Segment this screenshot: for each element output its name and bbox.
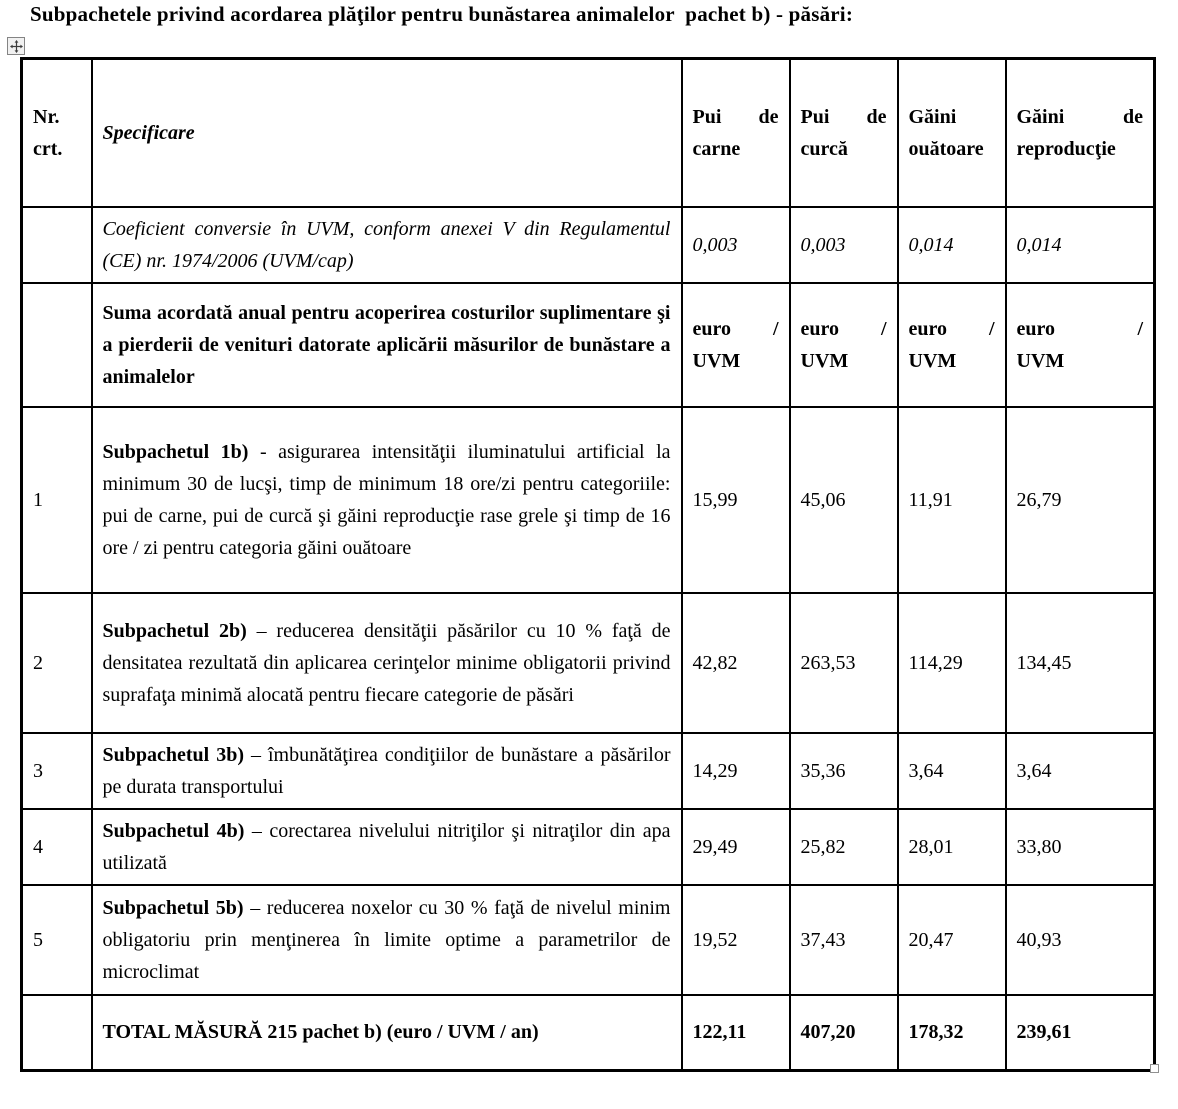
value-cell[interactable]: 28,01 <box>898 809 1006 885</box>
nr-cell[interactable] <box>22 207 92 283</box>
nr-cell[interactable]: 2 <box>22 593 92 733</box>
value-cell[interactable]: 45,06 <box>790 407 898 593</box>
table-row-subpachetul-5b <box>22 885 1155 995</box>
total-value-cell[interactable]: 407,20 <box>790 995 898 1071</box>
value-cell[interactable]: 134,45 <box>1006 593 1155 733</box>
spec-cell[interactable]: Subpachetul 1b) - asigurarea intensităţii iluminatului artificial la minimum 30 de lucşi, timp de minimum 18 ore/zi pentru categoriile: pui de carne, pui de curcă şi găini reproducţie rase grele şi timp de 16 ore / zi pentru categoria găini ouătoare <box>92 407 682 593</box>
value-cell[interactable]: 25,82 <box>790 809 898 885</box>
table-row-total <box>22 995 1155 1071</box>
value-cell[interactable]: 20,47 <box>898 885 1006 995</box>
spec-cell[interactable]: Subpachetul 3b) – îmbunătăţirea condiţiilor de bunăstare a păsărilor pe durata transportului <box>92 733 682 809</box>
nr-cell[interactable]: 4 <box>22 809 92 885</box>
value-cell-unit[interactable]: euro / UVM <box>898 283 1006 407</box>
header-row <box>22 59 1155 207</box>
move-icon <box>10 40 23 53</box>
value-cell-unit[interactable]: euro / UVM <box>1006 283 1155 407</box>
value-cell[interactable]: 14,29 <box>682 733 790 809</box>
spec-cell[interactable]: Subpachetul 2b) – reducerea densităţii păsărilor cu 10 % faţă de densitatea rezultată din aplicarea cerinţelor minime obligatorii privind suprafaţa minimă alocată pentru fiecare categorie de păsări <box>92 593 682 733</box>
col-header-pui-de-carne[interactable]: Pui de carne <box>682 59 790 207</box>
nr-cell[interactable] <box>22 283 92 407</box>
total-value-cell[interactable]: 239,61 <box>1006 995 1155 1071</box>
value-cell[interactable]: 263,53 <box>790 593 898 733</box>
value-cell[interactable]: 35,36 <box>790 733 898 809</box>
value-cell[interactable]: 11,91 <box>898 407 1006 593</box>
spec-cell[interactable]: Subpachetul 4b) – corectarea nivelului nitriţilor şi nitraţilor din apa utilizată <box>92 809 682 885</box>
col-header-gaini-ouatoare[interactable]: Găini ouătoare <box>898 59 1006 207</box>
nr-cell[interactable] <box>22 995 92 1071</box>
table-row-subpachetul-4b <box>22 809 1155 885</box>
value-cell-unit[interactable]: euro / UVM <box>682 283 790 407</box>
table-row-subpachetul-1b <box>22 407 1155 593</box>
col-header-gaini-de-reproductie[interactable]: Găini de reproducţie <box>1006 59 1155 207</box>
table-row-suma-acordata <box>22 283 1155 407</box>
table-resize-handle[interactable] <box>1150 1064 1159 1073</box>
spec-cell[interactable]: Coeficient conversie în UVM, conform anexei V din Regulamentul (CE) nr. 1974/2006 (UVM/cap) <box>92 207 682 283</box>
spec-cell[interactable]: Suma acordată anual pentru acoperirea costurilor suplimentare şi a pierderii de venituri datorate aplicării măsurilor de bunăstare a animalelor <box>92 283 682 407</box>
subpackages-payments-table <box>20 57 1156 1072</box>
nr-cell[interactable]: 5 <box>22 885 92 995</box>
table-row-coefficient <box>22 207 1155 283</box>
table-row-subpachetul-3b <box>22 733 1155 809</box>
page-title[interactable]: Subpachetele privind acordarea plăţilor pentru bunăstarea animalelor pachet b) - păsări: <box>30 2 854 26</box>
value-cell[interactable]: 0,003 <box>682 207 790 283</box>
value-cell[interactable]: 40,93 <box>1006 885 1155 995</box>
value-cell[interactable]: 37,43 <box>790 885 898 995</box>
col-header-pui-de-curca[interactable]: Pui de curcă <box>790 59 898 207</box>
value-cell[interactable]: 3,64 <box>1006 733 1155 809</box>
nr-cell[interactable]: 3 <box>22 733 92 809</box>
col-header-nr-crt[interactable]: Nr. crt. <box>22 59 92 207</box>
total-value-cell[interactable]: 122,11 <box>682 995 790 1071</box>
table-move-handle[interactable] <box>7 37 25 55</box>
nr-cell[interactable]: 1 <box>22 407 92 593</box>
col-header-specificare[interactable]: Specificare <box>92 59 682 207</box>
value-cell[interactable]: 114,29 <box>898 593 1006 733</box>
total-value-cell[interactable]: 178,32 <box>898 995 1006 1071</box>
spec-cell-total[interactable]: TOTAL MĂSURĂ 215 pachet b) (euro / UVM / an) <box>92 995 682 1071</box>
value-cell[interactable]: 0,014 <box>898 207 1006 283</box>
table-row-subpachetul-2b <box>22 593 1155 733</box>
value-cell[interactable]: 0,003 <box>790 207 898 283</box>
value-cell-unit[interactable]: euro / UVM <box>790 283 898 407</box>
value-cell[interactable]: 0,014 <box>1006 207 1155 283</box>
value-cell[interactable]: 3,64 <box>898 733 1006 809</box>
value-cell[interactable]: 15,99 <box>682 407 790 593</box>
value-cell[interactable]: 29,49 <box>682 809 790 885</box>
spec-cell[interactable]: Subpachetul 5b) – reducerea noxelor cu 30 % faţă de nivelul minim obligatoriu prin menţinerea în limite optime a parametrilor de microclimat <box>92 885 682 995</box>
value-cell[interactable]: 42,82 <box>682 593 790 733</box>
value-cell[interactable]: 19,52 <box>682 885 790 995</box>
value-cell[interactable]: 26,79 <box>1006 407 1155 593</box>
value-cell[interactable]: 33,80 <box>1006 809 1155 885</box>
